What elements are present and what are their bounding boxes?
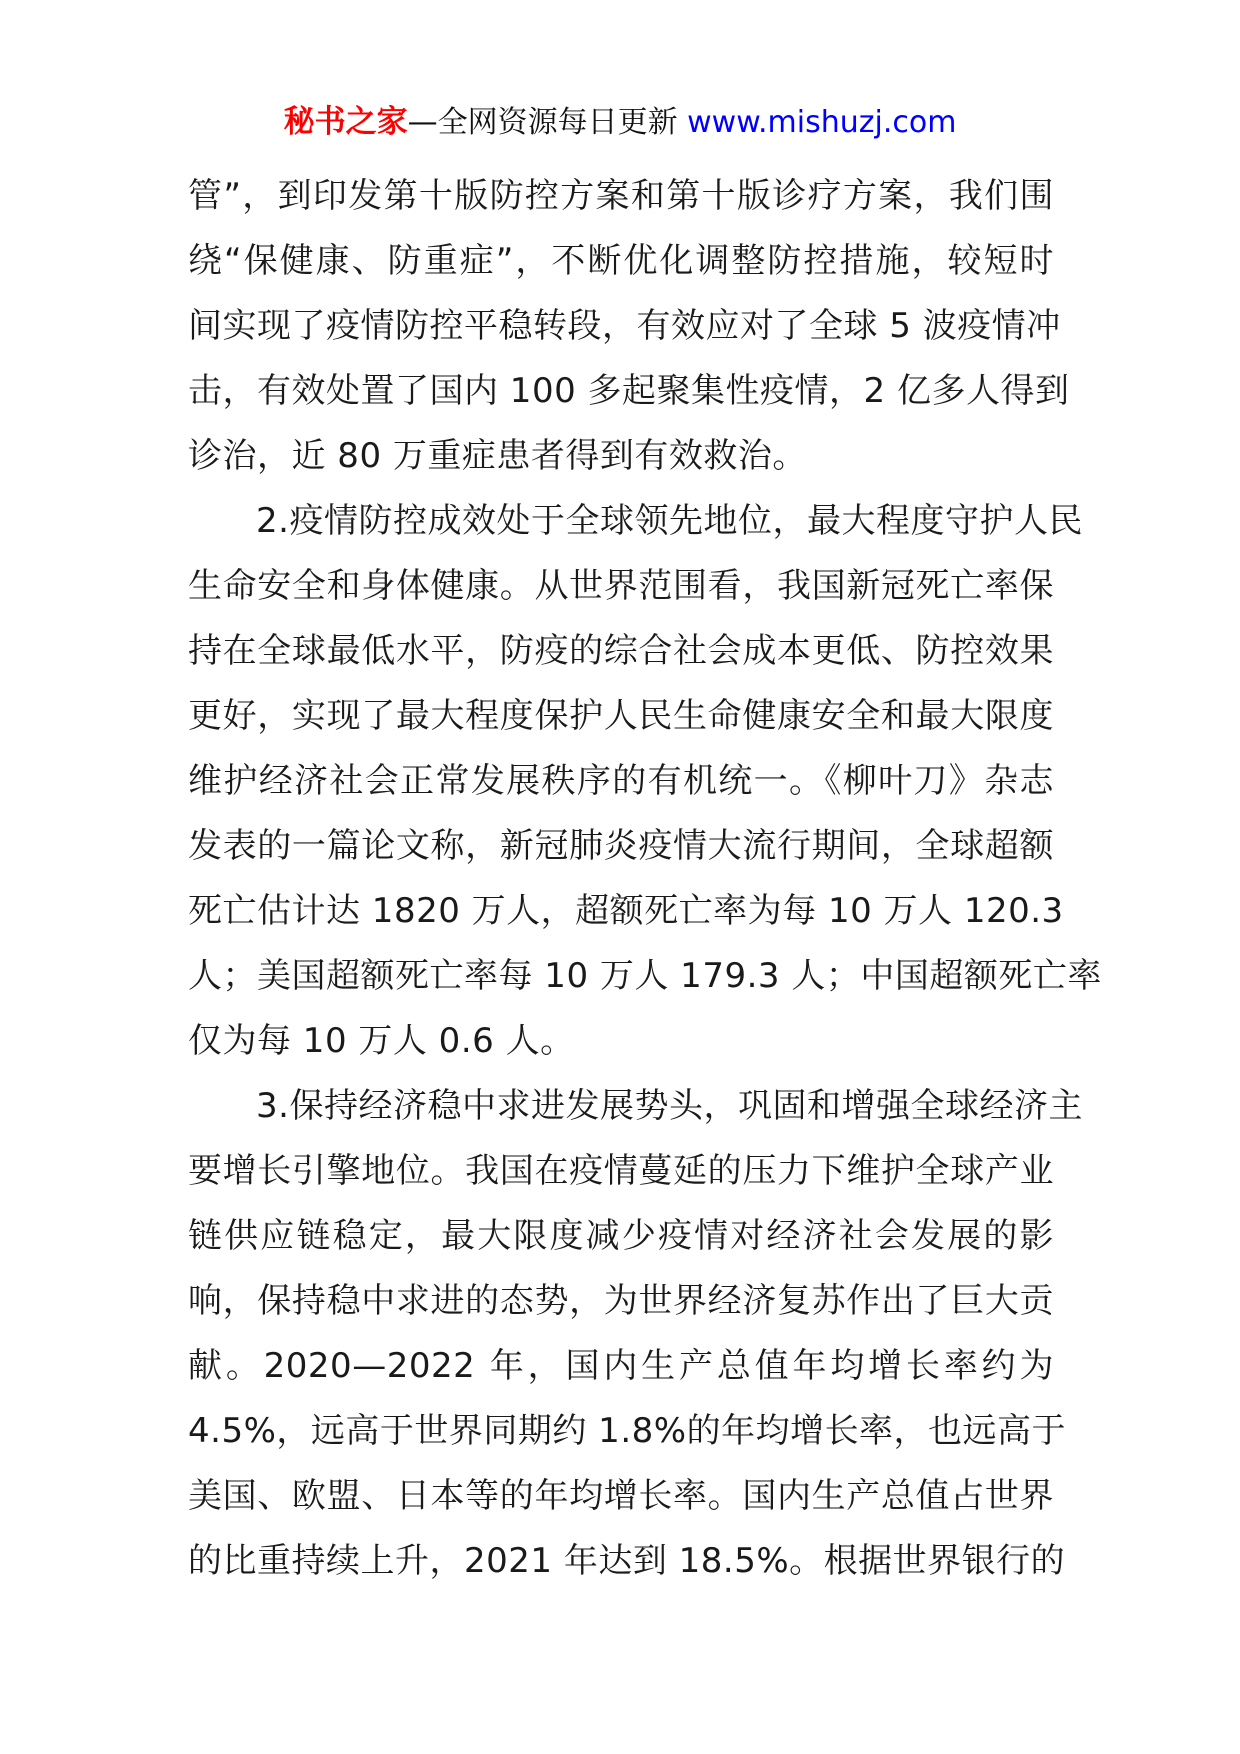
text-line: 死亡估计达 1820 万人，超额死亡率为每 10 万人 120.3	[188, 891, 1064, 931]
text-line: 持在全球最低水平，防疫的综合社会成本更低、防控效果	[188, 631, 1054, 671]
text-line: 绕“保健康、防重症”，不断优化调整防控措施，较短时	[188, 241, 1054, 281]
header-tagline: —全网资源每日更新	[407, 105, 678, 140]
text-line: 诊治，近 80 万重症患者得到有效救治。	[188, 436, 807, 476]
text-line: 发表的一篇论文称，新冠肺炎疫情大流行期间，全球超额	[188, 826, 1054, 866]
text-line: 更好，实现了最大程度保护人民生命健康安全和最大限度	[188, 696, 1054, 736]
text-line: 生命安全和身体健康。从世界范围看，我国新冠死亡率保	[188, 566, 1054, 606]
text-line: 3.保持经济稳中求进发展势头，巩固和增强全球经济主	[256, 1086, 1083, 1126]
text-line: 2.疫情防控成效处于全球领先地位，最大程度守护人民	[256, 501, 1083, 541]
text-line: 要增长引擎地位。我国在疫情蔓延的压力下维护全球产业	[188, 1151, 1054, 1191]
text-line: 人；美国超额死亡率每 10 万人 179.3 人；中国超额死亡率	[188, 956, 1102, 996]
body-text	[188, 164, 1102, 1594]
text-line: 献。2020—2022 年，国内生产总值年均增长率约为	[188, 1346, 1054, 1386]
text-line: 的比重持续上升，2021 年达到 18.5%。根据世界银行的	[188, 1541, 1066, 1581]
text-line: 4.5%，远高于世界同期约 1.8%的年均增长率，也远高于	[188, 1411, 1067, 1451]
text-line: 维护经济社会正常发展秩序的有机统一。《柳叶刀》杂志	[188, 761, 1054, 801]
site-url-link[interactable]: www.mishuzj.com	[687, 105, 957, 140]
text-line: 链供应链稳定，最大限度减少疫情对经济社会发展的影	[188, 1216, 1054, 1256]
brand-name: 秘书之家	[283, 104, 408, 140]
text-line: 美国、欧盟、日本等的年均增长率。国内生产总值占世界	[188, 1476, 1054, 1516]
text-line: 击，有效处置了国内 100 多起聚集性疫情，2 亿多人得到	[188, 371, 1070, 411]
page-header	[0, 100, 1240, 145]
text-line: 间实现了疫情防控平稳转段，有效应对了全球 5 波疫情冲	[188, 306, 1061, 346]
text-line: 仅为每 10 万人 0.6 人。	[188, 1021, 575, 1061]
text-line: 管”，到印发第十版防控方案和第十版诊疗方案，我们围	[188, 176, 1054, 216]
text-line: 响，保持稳中求进的态势，为世界经济复苏作出了巨大贡	[188, 1281, 1054, 1321]
